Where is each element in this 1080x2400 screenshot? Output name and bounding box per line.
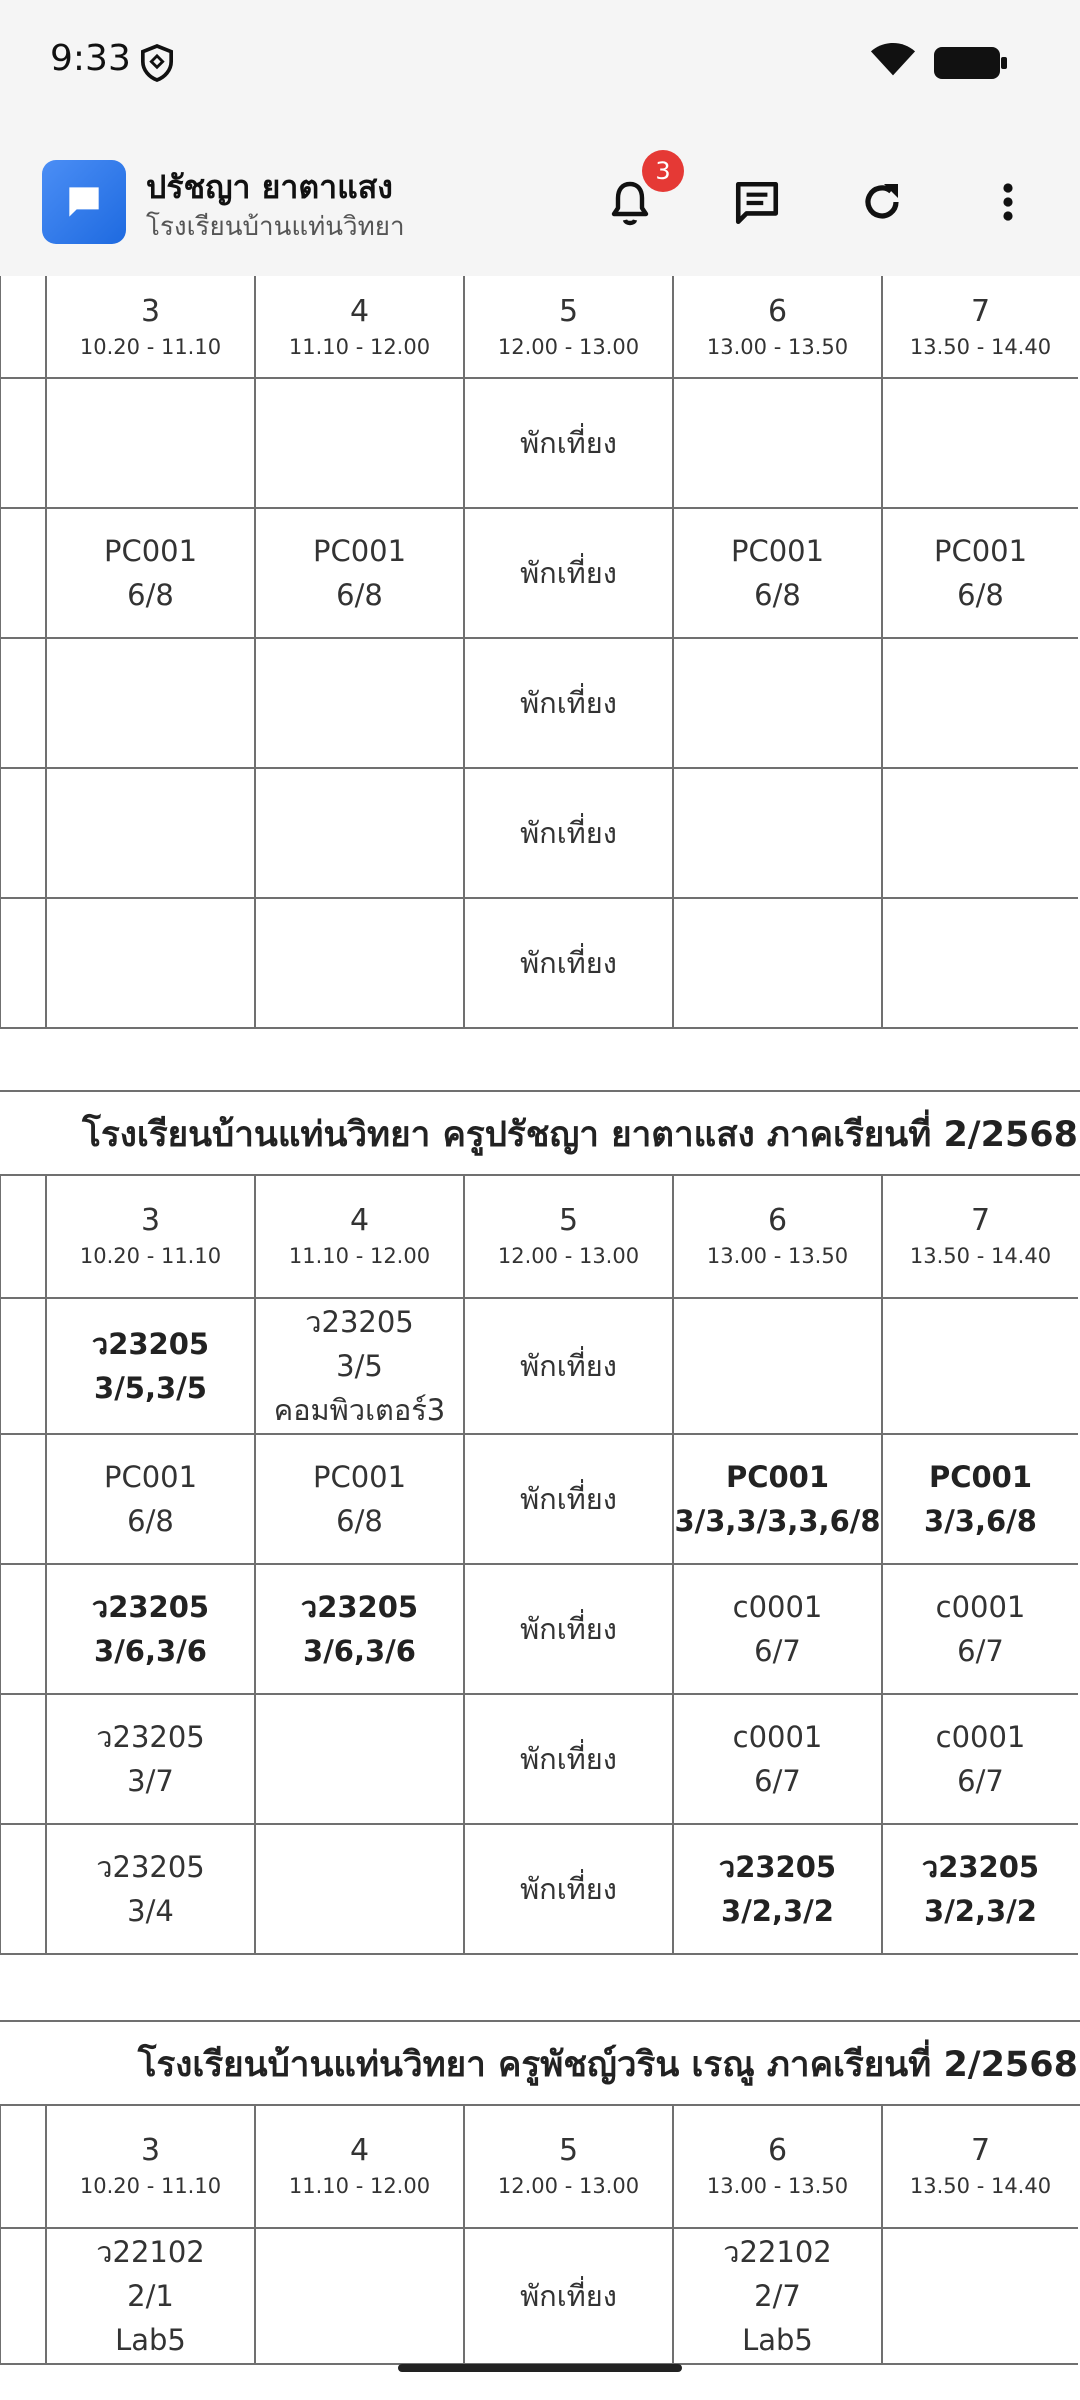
subject-code: PC001 [928, 1460, 1033, 1494]
period-header: 5 12.00 - 13.00 [464, 276, 673, 378]
battery-icon [934, 47, 1008, 83]
timetable-row [0, 1298, 1078, 1434]
class-cell[interactable] [882, 1564, 1078, 1694]
period-header-row [0, 2104, 1078, 2228]
class-group: 6/7 [957, 1764, 1004, 1798]
subject-code: ว23205 [91, 1327, 210, 1361]
timetable-2 [0, 1174, 1078, 1955]
class-cell[interactable] [46, 2228, 255, 2364]
empty-cell[interactable] [882, 898, 1078, 1028]
class-cell[interactable] [46, 1564, 255, 1694]
section-title: โรงเรียนบ้านแท่นวิทยา ครูปรัชญา ยาตาแสง ภาคเรียนที่ 2/2568 [0, 1090, 1080, 1176]
wifi-icon [870, 42, 916, 82]
bell-icon [606, 178, 654, 228]
empty-cell[interactable] [46, 898, 255, 1028]
lunch-cell: พักเที่ยง [464, 378, 673, 508]
empty-cell[interactable] [255, 378, 464, 508]
status-time: 9:33 [50, 38, 131, 79]
class-group: 3/3,3/3,3,6/8 [674, 1504, 881, 1538]
home-indicator [398, 2364, 682, 2372]
class-group: 3/3,6/8 [924, 1504, 1037, 1538]
lunch-cell: พักเที่ยง [464, 768, 673, 898]
more-vert-icon [984, 178, 1032, 226]
class-cell[interactable] [46, 1434, 255, 1564]
message-icon [732, 178, 782, 228]
class-cell[interactable] [255, 1434, 464, 1564]
class-group: 3/2,3/2 [924, 1894, 1037, 1928]
period-header-row [0, 276, 1078, 378]
period-header: 3 10.20 - 11.10 [46, 2104, 255, 2228]
period-header: 6 13.00 - 13.50 [673, 2104, 882, 2228]
class-group: 6/8 [336, 1504, 383, 1538]
empty-cell[interactable] [46, 768, 255, 898]
class-cell[interactable] [46, 1824, 255, 1954]
class-cell[interactable] [673, 508, 882, 638]
class-group: 6/8 [754, 578, 801, 612]
room-name: Lab5 [742, 2323, 813, 2357]
timetable-content[interactable] [0, 276, 1080, 2400]
period-header: 6 13.00 - 13.50 [673, 276, 882, 378]
timetable-row [0, 1434, 1078, 1564]
class-group: 3/6,3/6 [303, 1634, 416, 1668]
period-header: 4 11.10 - 12.00 [255, 1174, 464, 1298]
timetable-row [0, 768, 1078, 898]
class-group: 6/7 [754, 1634, 801, 1668]
status-bar [0, 0, 1080, 128]
period-header: 6 13.00 - 13.50 [673, 1174, 882, 1298]
refresh-button[interactable] [844, 164, 920, 240]
room-name: Lab5 [115, 2323, 186, 2357]
subject-code: ว23205 [921, 1850, 1040, 1884]
subject-code: ว22102 [723, 2235, 832, 2269]
period-header: 4 11.10 - 12.00 [255, 276, 464, 378]
timetable-row [0, 898, 1078, 1028]
notification-badge: 3 [642, 150, 684, 192]
day-cell [0, 1434, 46, 1564]
empty-cell[interactable] [255, 638, 464, 768]
notifications-button[interactable] [592, 157, 671, 240]
school-name: โรงเรียนบ้านแท่นวิทยา [146, 212, 405, 242]
class-cell[interactable] [255, 508, 464, 638]
class-cell[interactable] [882, 508, 1078, 638]
empty-cell[interactable] [673, 898, 882, 1028]
day-cell [0, 1298, 46, 1434]
class-cell[interactable] [255, 1298, 464, 1434]
empty-cell[interactable] [673, 1298, 882, 1434]
timetable-3 [0, 2104, 1078, 2365]
class-group: 3/4 [127, 1894, 174, 1928]
period-header: 3 10.20 - 11.10 [46, 276, 255, 378]
lunch-cell: พักเที่ยง [464, 508, 673, 638]
subject-code: c0001 [935, 1590, 1026, 1624]
app-header [0, 128, 1080, 276]
lunch-cell: พักเที่ยง [464, 2228, 673, 2364]
empty-cell[interactable] [882, 378, 1078, 508]
class-cell[interactable] [673, 1434, 882, 1564]
class-cell[interactable] [673, 1694, 882, 1824]
subject-code: ว22102 [96, 2235, 205, 2269]
timetable-row [0, 378, 1078, 508]
subject-code: PC001 [312, 534, 407, 568]
subject-code: PC001 [725, 1460, 830, 1494]
class-group: 6/7 [754, 1764, 801, 1798]
day-cell [0, 768, 46, 898]
subject-code: ว23205 [91, 1590, 210, 1624]
empty-cell[interactable] [882, 2228, 1078, 2364]
timetable-1 [0, 276, 1078, 1029]
class-group: 6/8 [127, 1504, 174, 1538]
class-group: 2/7 [754, 2279, 801, 2313]
period-header: 5 12.00 - 13.00 [464, 2104, 673, 2228]
timetable-row [0, 638, 1078, 768]
lunch-cell: พักเที่ยง [464, 1564, 673, 1694]
period-header: 5 12.00 - 13.00 [464, 1174, 673, 1298]
app-logo [42, 160, 126, 244]
empty-cell[interactable] [882, 638, 1078, 768]
class-cell[interactable] [673, 1564, 882, 1694]
day-cell [0, 508, 46, 638]
subject-code: c0001 [935, 1720, 1026, 1754]
empty-cell[interactable] [255, 1824, 464, 1954]
class-cell[interactable] [882, 1694, 1078, 1824]
shield-icon [140, 44, 174, 86]
period-header: 4 11.10 - 12.00 [255, 2104, 464, 2228]
class-cell[interactable] [673, 2228, 882, 2364]
class-group: 6/8 [957, 578, 1004, 612]
period-header: 3 10.20 - 11.10 [46, 1174, 255, 1298]
subject-code: PC001 [103, 1460, 198, 1494]
timetable-row [0, 1564, 1078, 1694]
class-group: 2/1 [127, 2279, 174, 2313]
subject-code: ว23205 [96, 1720, 205, 1754]
lunch-cell: พักเที่ยง [464, 1694, 673, 1824]
empty-cell[interactable] [673, 768, 882, 898]
subject-code: PC001 [312, 1460, 407, 1494]
empty-cell[interactable] [673, 638, 882, 768]
empty-cell[interactable] [255, 768, 464, 898]
timetable-row [0, 1694, 1078, 1824]
subject-code: ว23205 [300, 1590, 419, 1624]
subject-code: c0001 [732, 1590, 823, 1624]
class-cell[interactable] [673, 1824, 882, 1954]
subject-code: PC001 [933, 534, 1028, 568]
subject-code: ว23205 [718, 1850, 837, 1884]
period-header: 7 13.50 - 14.40 [882, 1174, 1078, 1298]
class-group: 3/2,3/2 [721, 1894, 834, 1928]
lunch-cell: พักเที่ยง [464, 1434, 673, 1564]
empty-cell[interactable] [673, 378, 882, 508]
day-cell [0, 1694, 46, 1824]
class-cell[interactable] [882, 1824, 1078, 1954]
class-group: 6/8 [127, 578, 174, 612]
class-group: 6/7 [957, 1634, 1004, 1668]
period-header: 7 13.50 - 14.40 [882, 2104, 1078, 2228]
lunch-cell: พักเที่ยง [464, 638, 673, 768]
subject-code: PC001 [730, 534, 825, 568]
more-options-button[interactable] [970, 164, 1046, 240]
class-group: 3/5,3/5 [94, 1371, 207, 1405]
lunch-cell: พักเที่ยง [464, 1824, 673, 1954]
day-cell [0, 378, 46, 508]
class-cell[interactable] [255, 1564, 464, 1694]
empty-cell[interactable] [255, 898, 464, 1028]
day-cell [0, 898, 46, 1028]
subject-code: c0001 [732, 1720, 823, 1754]
lunch-cell: พักเที่ยง [464, 898, 673, 1028]
empty-cell[interactable] [882, 1298, 1078, 1434]
lunch-cell: พักเที่ยง [464, 1298, 673, 1434]
period-header-row [0, 1174, 1078, 1298]
empty-cell[interactable] [255, 2228, 464, 2364]
class-group: 3/7 [127, 1764, 174, 1798]
day-cell [0, 1824, 46, 1954]
class-cell[interactable] [882, 1434, 1078, 1564]
day-cell [0, 2228, 46, 2364]
class-cell[interactable] [46, 508, 255, 638]
chat-icon [62, 180, 106, 224]
class-group: 3/6,3/6 [94, 1634, 207, 1668]
class-group: 6/8 [336, 578, 383, 612]
refresh-icon [858, 178, 906, 226]
section-title: โรงเรียนบ้านแท่นวิทยา ครูพัชญ์วริน เรณู ภาคเรียนที่ 2/2568 [0, 2020, 1080, 2106]
timetable-row [0, 508, 1078, 638]
class-group: 3/5 [336, 1349, 383, 1383]
empty-cell[interactable] [882, 768, 1078, 898]
subject-code: PC001 [103, 534, 198, 568]
class-cell[interactable] [46, 1694, 255, 1824]
empty-cell[interactable] [46, 638, 255, 768]
subject-code: ว23205 [305, 1305, 414, 1339]
messages-button[interactable] [718, 164, 794, 240]
timetable-row [0, 1824, 1078, 1954]
class-cell[interactable] [46, 1298, 255, 1434]
period-header: 7 13.50 - 14.40 [882, 276, 1078, 378]
subject-code: ว23205 [96, 1850, 205, 1884]
room-name: คอมพิวเตอร์3 [273, 1393, 446, 1427]
empty-cell[interactable] [255, 1694, 464, 1824]
day-cell [0, 638, 46, 768]
timetable-row [0, 2228, 1078, 2364]
day-cell [0, 1564, 46, 1694]
empty-cell[interactable] [46, 378, 255, 508]
user-name: ปรัชญา ยาตาแสง [146, 168, 393, 206]
